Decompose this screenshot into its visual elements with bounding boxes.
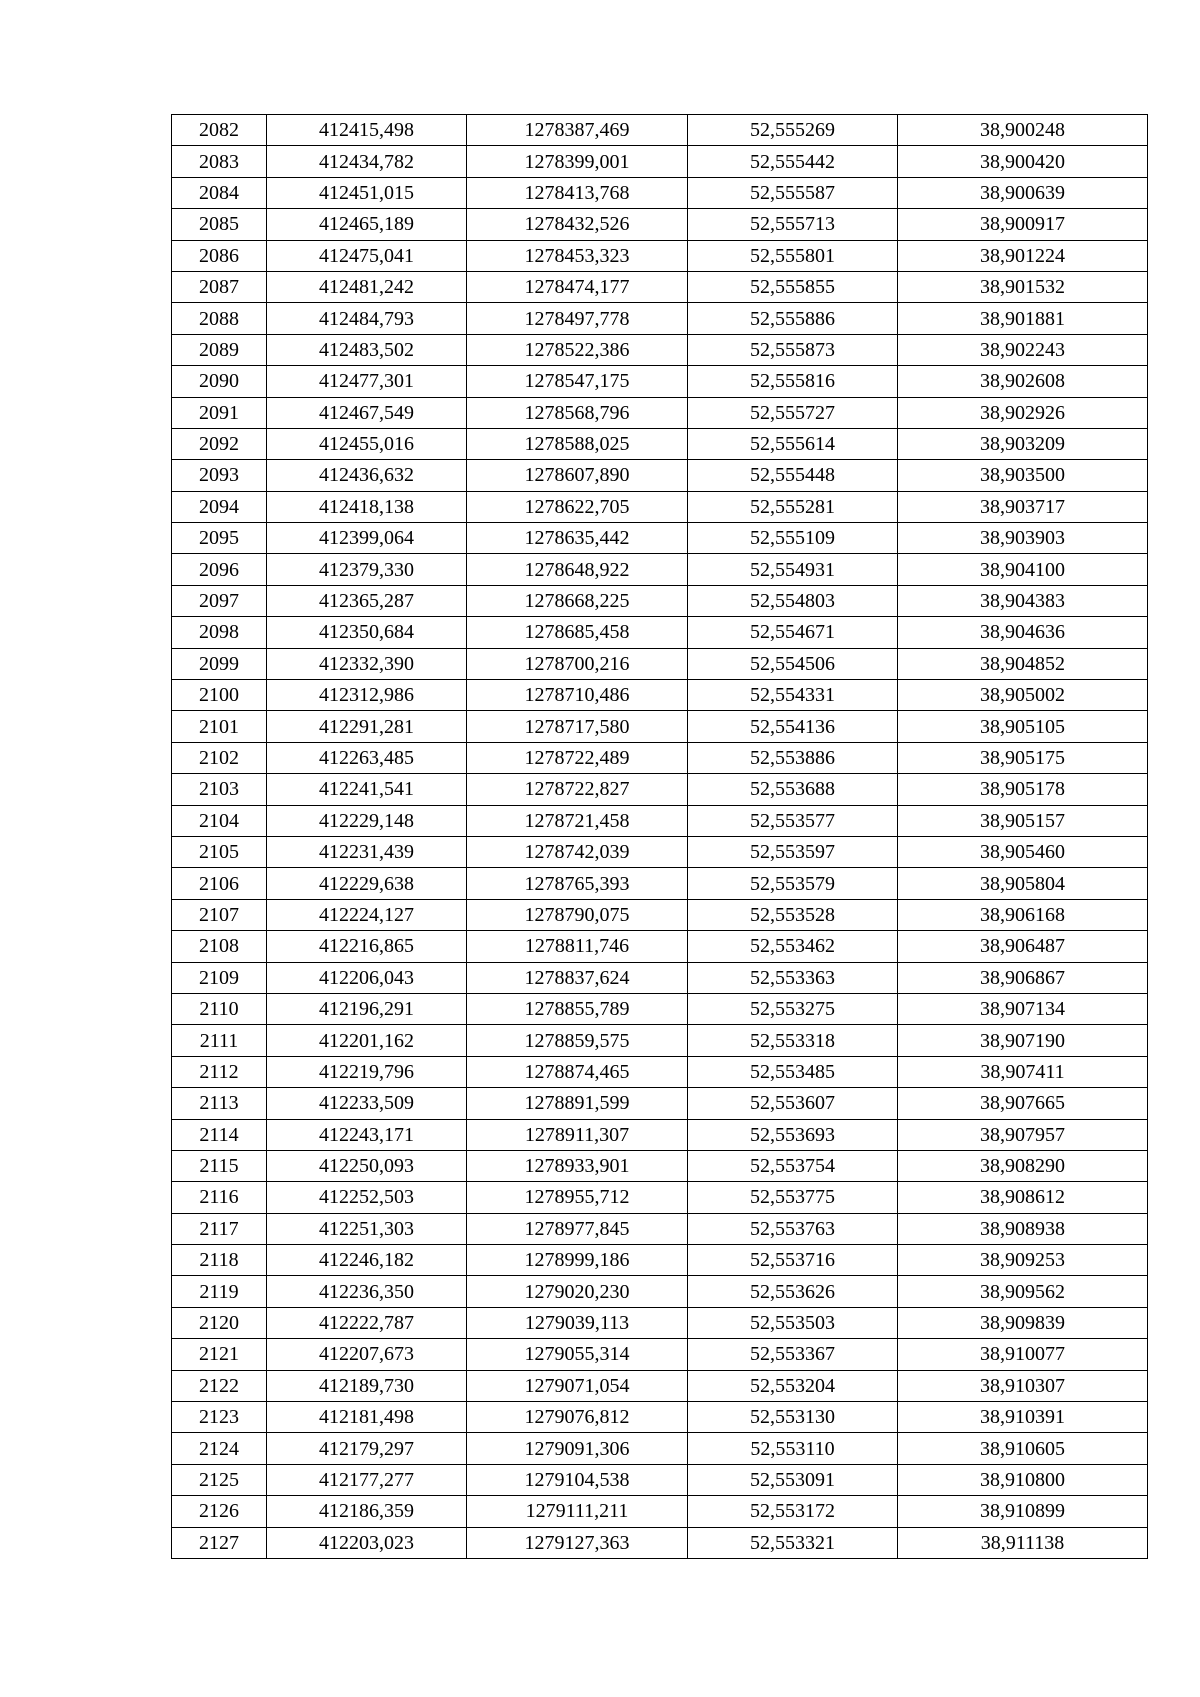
y-coordinate-cell: 1278721,458	[467, 805, 688, 836]
y-coordinate-cell: 1279039,113	[467, 1307, 688, 1338]
y-coordinate-cell: 1278765,393	[467, 868, 688, 899]
table-row	[172, 1370, 1148, 1401]
y-coordinate-cell: 1278977,845	[467, 1213, 688, 1244]
point-number-cell: 2088	[172, 303, 267, 334]
point-number-cell: 2119	[172, 1276, 267, 1307]
y-coordinate-cell: 1278837,624	[467, 962, 688, 993]
longitude-cell: 38,905178	[898, 774, 1148, 805]
longitude-cell: 38,909839	[898, 1307, 1148, 1338]
latitude-cell: 52,553528	[688, 899, 898, 930]
y-coordinate-cell: 1279076,812	[467, 1402, 688, 1433]
point-number-cell: 2086	[172, 240, 267, 271]
table-row	[172, 1056, 1148, 1087]
table-row	[172, 397, 1148, 428]
latitude-cell: 52,553130	[688, 1402, 898, 1433]
x-coordinate-cell: 412250,093	[267, 1150, 467, 1181]
longitude-cell: 38,905105	[898, 711, 1148, 742]
point-number-cell: 2098	[172, 617, 267, 648]
table-row	[172, 366, 1148, 397]
x-coordinate-cell: 412467,549	[267, 397, 467, 428]
x-coordinate-cell: 412312,986	[267, 680, 467, 711]
longitude-cell: 38,900248	[898, 115, 1148, 146]
y-coordinate-cell: 1278635,442	[467, 523, 688, 554]
latitude-cell: 52,553503	[688, 1307, 898, 1338]
y-coordinate-cell: 1278648,922	[467, 554, 688, 585]
x-coordinate-cell: 412229,148	[267, 805, 467, 836]
x-coordinate-cell: 412451,015	[267, 177, 467, 208]
x-coordinate-cell: 412206,043	[267, 962, 467, 993]
latitude-cell: 52,553597	[688, 836, 898, 867]
point-number-cell: 2082	[172, 115, 267, 146]
y-coordinate-cell: 1279071,054	[467, 1370, 688, 1401]
latitude-cell: 52,553763	[688, 1213, 898, 1244]
table-row	[172, 836, 1148, 867]
x-coordinate-cell: 412241,541	[267, 774, 467, 805]
longitude-cell: 38,903717	[898, 491, 1148, 522]
y-coordinate-cell: 1278891,599	[467, 1088, 688, 1119]
y-coordinate-cell: 1278387,469	[467, 115, 688, 146]
x-coordinate-cell: 412222,787	[267, 1307, 467, 1338]
point-number-cell: 2103	[172, 774, 267, 805]
longitude-cell: 38,903903	[898, 523, 1148, 554]
longitude-cell: 38,900639	[898, 177, 1148, 208]
x-coordinate-cell: 412477,301	[267, 366, 467, 397]
y-coordinate-cell: 1279111,211	[467, 1496, 688, 1527]
x-coordinate-cell: 412365,287	[267, 585, 467, 616]
point-number-cell: 2083	[172, 146, 267, 177]
table-row	[172, 177, 1148, 208]
point-number-cell: 2096	[172, 554, 267, 585]
latitude-cell: 52,553579	[688, 868, 898, 899]
x-coordinate-cell: 412481,242	[267, 271, 467, 302]
y-coordinate-cell: 1278497,778	[467, 303, 688, 334]
longitude-cell: 38,907665	[898, 1088, 1148, 1119]
latitude-cell: 52,553275	[688, 993, 898, 1024]
table-row	[172, 962, 1148, 993]
longitude-cell: 38,910307	[898, 1370, 1148, 1401]
point-number-cell: 2099	[172, 648, 267, 679]
latitude-cell: 52,553172	[688, 1496, 898, 1527]
table-row	[172, 899, 1148, 930]
y-coordinate-cell: 1278717,580	[467, 711, 688, 742]
x-coordinate-cell: 412332,390	[267, 648, 467, 679]
point-number-cell: 2084	[172, 177, 267, 208]
table-row	[172, 1464, 1148, 1495]
x-coordinate-cell: 412196,291	[267, 993, 467, 1024]
point-number-cell: 2106	[172, 868, 267, 899]
y-coordinate-cell: 1279127,363	[467, 1527, 688, 1558]
point-number-cell: 2122	[172, 1370, 267, 1401]
table-row	[172, 585, 1148, 616]
point-number-cell: 2091	[172, 397, 267, 428]
longitude-cell: 38,903209	[898, 428, 1148, 459]
latitude-cell: 52,553886	[688, 742, 898, 773]
x-coordinate-cell: 412189,730	[267, 1370, 467, 1401]
table-row	[172, 868, 1148, 899]
y-coordinate-cell: 1278622,705	[467, 491, 688, 522]
table-row	[172, 1245, 1148, 1276]
table-row	[172, 460, 1148, 491]
y-coordinate-cell: 1278700,216	[467, 648, 688, 679]
longitude-cell: 38,910605	[898, 1433, 1148, 1464]
latitude-cell: 52,555614	[688, 428, 898, 459]
table-row	[172, 742, 1148, 773]
table-row	[172, 428, 1148, 459]
longitude-cell: 38,901532	[898, 271, 1148, 302]
latitude-cell: 52,553688	[688, 774, 898, 805]
longitude-cell: 38,904852	[898, 648, 1148, 679]
x-coordinate-cell: 412177,277	[267, 1464, 467, 1495]
x-coordinate-cell: 412224,127	[267, 899, 467, 930]
y-coordinate-cell: 1279055,314	[467, 1339, 688, 1370]
point-number-cell: 2107	[172, 899, 267, 930]
y-coordinate-cell: 1278955,712	[467, 1182, 688, 1213]
x-coordinate-cell: 412186,359	[267, 1496, 467, 1527]
longitude-cell: 38,904636	[898, 617, 1148, 648]
table-row	[172, 1496, 1148, 1527]
longitude-cell: 38,907190	[898, 1025, 1148, 1056]
point-number-cell: 2108	[172, 931, 267, 962]
y-coordinate-cell: 1278588,025	[467, 428, 688, 459]
latitude-cell: 52,555281	[688, 491, 898, 522]
longitude-cell: 38,902926	[898, 397, 1148, 428]
x-coordinate-cell: 412415,498	[267, 115, 467, 146]
latitude-cell: 52,553607	[688, 1088, 898, 1119]
point-number-cell: 2095	[172, 523, 267, 554]
latitude-cell: 52,555448	[688, 460, 898, 491]
latitude-cell: 52,554671	[688, 617, 898, 648]
point-number-cell: 2087	[172, 271, 267, 302]
point-number-cell: 2111	[172, 1025, 267, 1056]
latitude-cell: 52,553754	[688, 1150, 898, 1181]
table-row	[172, 1433, 1148, 1464]
point-number-cell: 2118	[172, 1245, 267, 1276]
table-row	[172, 1213, 1148, 1244]
point-number-cell: 2093	[172, 460, 267, 491]
table-row	[172, 680, 1148, 711]
latitude-cell: 52,555109	[688, 523, 898, 554]
table-row	[172, 334, 1148, 365]
point-number-cell: 2100	[172, 680, 267, 711]
latitude-cell: 52,555816	[688, 366, 898, 397]
latitude-cell: 52,554506	[688, 648, 898, 679]
point-number-cell: 2094	[172, 491, 267, 522]
y-coordinate-cell: 1278568,796	[467, 397, 688, 428]
longitude-cell: 38,905804	[898, 868, 1148, 899]
coordinates-table-body	[172, 115, 1148, 1559]
y-coordinate-cell: 1278722,489	[467, 742, 688, 773]
point-number-cell: 2104	[172, 805, 267, 836]
point-number-cell: 2102	[172, 742, 267, 773]
longitude-cell: 38,902608	[898, 366, 1148, 397]
y-coordinate-cell: 1279091,306	[467, 1433, 688, 1464]
latitude-cell: 52,555727	[688, 397, 898, 428]
y-coordinate-cell: 1278790,075	[467, 899, 688, 930]
point-number-cell: 2120	[172, 1307, 267, 1338]
table-row	[172, 1527, 1148, 1558]
x-coordinate-cell: 412246,182	[267, 1245, 467, 1276]
latitude-cell: 52,555587	[688, 177, 898, 208]
x-coordinate-cell: 412483,502	[267, 334, 467, 365]
table-row	[172, 554, 1148, 585]
y-coordinate-cell: 1278911,307	[467, 1119, 688, 1150]
table-row	[172, 1150, 1148, 1181]
table-row	[172, 146, 1148, 177]
latitude-cell: 52,553485	[688, 1056, 898, 1087]
latitude-cell: 52,555713	[688, 209, 898, 240]
longitude-cell: 38,910077	[898, 1339, 1148, 1370]
y-coordinate-cell: 1278453,323	[467, 240, 688, 271]
longitude-cell: 38,905157	[898, 805, 1148, 836]
coordinates-table	[171, 114, 1148, 1559]
table-row	[172, 1025, 1148, 1056]
longitude-cell: 38,907957	[898, 1119, 1148, 1150]
longitude-cell: 38,900917	[898, 209, 1148, 240]
x-coordinate-cell: 412236,350	[267, 1276, 467, 1307]
point-number-cell: 2117	[172, 1213, 267, 1244]
y-coordinate-cell: 1278432,526	[467, 209, 688, 240]
table-row	[172, 1088, 1148, 1119]
longitude-cell: 38,908612	[898, 1182, 1148, 1213]
longitude-cell: 38,903500	[898, 460, 1148, 491]
longitude-cell: 38,905460	[898, 836, 1148, 867]
point-number-cell: 2090	[172, 366, 267, 397]
longitude-cell: 38,909562	[898, 1276, 1148, 1307]
x-coordinate-cell: 412455,016	[267, 428, 467, 459]
latitude-cell: 52,555269	[688, 115, 898, 146]
table-row	[172, 805, 1148, 836]
longitude-cell: 38,908938	[898, 1213, 1148, 1244]
longitude-cell: 38,901881	[898, 303, 1148, 334]
x-coordinate-cell: 412203,023	[267, 1527, 467, 1558]
point-number-cell: 2124	[172, 1433, 267, 1464]
latitude-cell: 52,555855	[688, 271, 898, 302]
y-coordinate-cell: 1278607,890	[467, 460, 688, 491]
longitude-cell: 38,910800	[898, 1464, 1148, 1495]
point-number-cell: 2089	[172, 334, 267, 365]
table-row	[172, 648, 1148, 679]
y-coordinate-cell: 1278855,789	[467, 993, 688, 1024]
point-number-cell: 2113	[172, 1088, 267, 1119]
y-coordinate-cell: 1278933,901	[467, 1150, 688, 1181]
table-row	[172, 617, 1148, 648]
table-row	[172, 774, 1148, 805]
latitude-cell: 52,553626	[688, 1276, 898, 1307]
longitude-cell: 38,907134	[898, 993, 1148, 1024]
latitude-cell: 52,553091	[688, 1464, 898, 1495]
x-coordinate-cell: 412399,064	[267, 523, 467, 554]
y-coordinate-cell: 1278874,465	[467, 1056, 688, 1087]
table-row	[172, 115, 1148, 146]
x-coordinate-cell: 412229,638	[267, 868, 467, 899]
longitude-cell: 38,901224	[898, 240, 1148, 271]
x-coordinate-cell: 412181,498	[267, 1402, 467, 1433]
table-row	[172, 711, 1148, 742]
x-coordinate-cell: 412252,503	[267, 1182, 467, 1213]
latitude-cell: 52,554803	[688, 585, 898, 616]
x-coordinate-cell: 412233,509	[267, 1088, 467, 1119]
latitude-cell: 52,555442	[688, 146, 898, 177]
latitude-cell: 52,553367	[688, 1339, 898, 1370]
x-coordinate-cell: 412379,330	[267, 554, 467, 585]
table-row	[172, 523, 1148, 554]
latitude-cell: 52,554331	[688, 680, 898, 711]
y-coordinate-cell: 1278522,386	[467, 334, 688, 365]
longitude-cell: 38,906168	[898, 899, 1148, 930]
latitude-cell: 52,555801	[688, 240, 898, 271]
point-number-cell: 2114	[172, 1119, 267, 1150]
point-number-cell: 2115	[172, 1150, 267, 1181]
latitude-cell: 52,553577	[688, 805, 898, 836]
table-row	[172, 1276, 1148, 1307]
x-coordinate-cell: 412251,303	[267, 1213, 467, 1244]
point-number-cell: 2121	[172, 1339, 267, 1370]
point-number-cell: 2112	[172, 1056, 267, 1087]
x-coordinate-cell: 412465,189	[267, 209, 467, 240]
longitude-cell: 38,905002	[898, 680, 1148, 711]
latitude-cell: 52,553110	[688, 1433, 898, 1464]
longitude-cell: 38,908290	[898, 1150, 1148, 1181]
longitude-cell: 38,910899	[898, 1496, 1148, 1527]
latitude-cell: 52,555886	[688, 303, 898, 334]
latitude-cell: 52,553462	[688, 931, 898, 962]
table-row	[172, 240, 1148, 271]
y-coordinate-cell: 1279020,230	[467, 1276, 688, 1307]
table-row	[172, 1339, 1148, 1370]
table-row	[172, 931, 1148, 962]
y-coordinate-cell: 1278710,486	[467, 680, 688, 711]
table-row	[172, 1182, 1148, 1213]
latitude-cell: 52,554136	[688, 711, 898, 742]
point-number-cell: 2105	[172, 836, 267, 867]
latitude-cell: 52,553363	[688, 962, 898, 993]
x-coordinate-cell: 412350,684	[267, 617, 467, 648]
longitude-cell: 38,905175	[898, 742, 1148, 773]
y-coordinate-cell: 1278413,768	[467, 177, 688, 208]
y-coordinate-cell: 1278811,746	[467, 931, 688, 962]
point-number-cell: 2126	[172, 1496, 267, 1527]
y-coordinate-cell: 1278547,175	[467, 366, 688, 397]
y-coordinate-cell: 1278668,225	[467, 585, 688, 616]
table-row	[172, 1307, 1148, 1338]
table-row	[172, 1402, 1148, 1433]
x-coordinate-cell: 412263,485	[267, 742, 467, 773]
point-number-cell: 2101	[172, 711, 267, 742]
x-coordinate-cell: 412475,041	[267, 240, 467, 271]
table-row	[172, 491, 1148, 522]
longitude-cell: 38,904383	[898, 585, 1148, 616]
latitude-cell: 52,553204	[688, 1370, 898, 1401]
point-number-cell: 2125	[172, 1464, 267, 1495]
y-coordinate-cell: 1279104,538	[467, 1464, 688, 1495]
latitude-cell: 52,555873	[688, 334, 898, 365]
y-coordinate-cell: 1278742,039	[467, 836, 688, 867]
x-coordinate-cell: 412219,796	[267, 1056, 467, 1087]
latitude-cell: 52,553775	[688, 1182, 898, 1213]
y-coordinate-cell: 1278859,575	[467, 1025, 688, 1056]
longitude-cell: 38,906487	[898, 931, 1148, 962]
x-coordinate-cell: 412201,162	[267, 1025, 467, 1056]
longitude-cell: 38,906867	[898, 962, 1148, 993]
point-number-cell: 2109	[172, 962, 267, 993]
latitude-cell: 52,553318	[688, 1025, 898, 1056]
y-coordinate-cell: 1278685,458	[467, 617, 688, 648]
table-row	[172, 209, 1148, 240]
table-row	[172, 1119, 1148, 1150]
point-number-cell: 2085	[172, 209, 267, 240]
longitude-cell: 38,910391	[898, 1402, 1148, 1433]
point-number-cell: 2123	[172, 1402, 267, 1433]
x-coordinate-cell: 412231,439	[267, 836, 467, 867]
table-row	[172, 271, 1148, 302]
longitude-cell: 38,911138	[898, 1527, 1148, 1558]
y-coordinate-cell: 1278999,186	[467, 1245, 688, 1276]
x-coordinate-cell: 412207,673	[267, 1339, 467, 1370]
latitude-cell: 52,553716	[688, 1245, 898, 1276]
y-coordinate-cell: 1278722,827	[467, 774, 688, 805]
longitude-cell: 38,902243	[898, 334, 1148, 365]
point-number-cell: 2110	[172, 993, 267, 1024]
x-coordinate-cell: 412243,171	[267, 1119, 467, 1150]
longitude-cell: 38,904100	[898, 554, 1148, 585]
point-number-cell: 2127	[172, 1527, 267, 1558]
x-coordinate-cell: 412436,632	[267, 460, 467, 491]
latitude-cell: 52,554931	[688, 554, 898, 585]
y-coordinate-cell: 1278399,001	[467, 146, 688, 177]
point-number-cell: 2097	[172, 585, 267, 616]
x-coordinate-cell: 412179,297	[267, 1433, 467, 1464]
y-coordinate-cell: 1278474,177	[467, 271, 688, 302]
latitude-cell: 52,553693	[688, 1119, 898, 1150]
point-number-cell: 2116	[172, 1182, 267, 1213]
longitude-cell: 38,900420	[898, 146, 1148, 177]
table-row	[172, 993, 1148, 1024]
longitude-cell: 38,907411	[898, 1056, 1148, 1087]
latitude-cell: 52,553321	[688, 1527, 898, 1558]
x-coordinate-cell: 412434,782	[267, 146, 467, 177]
longitude-cell: 38,909253	[898, 1245, 1148, 1276]
table-row	[172, 303, 1148, 334]
x-coordinate-cell: 412484,793	[267, 303, 467, 334]
point-number-cell: 2092	[172, 428, 267, 459]
x-coordinate-cell: 412291,281	[267, 711, 467, 742]
x-coordinate-cell: 412418,138	[267, 491, 467, 522]
x-coordinate-cell: 412216,865	[267, 931, 467, 962]
